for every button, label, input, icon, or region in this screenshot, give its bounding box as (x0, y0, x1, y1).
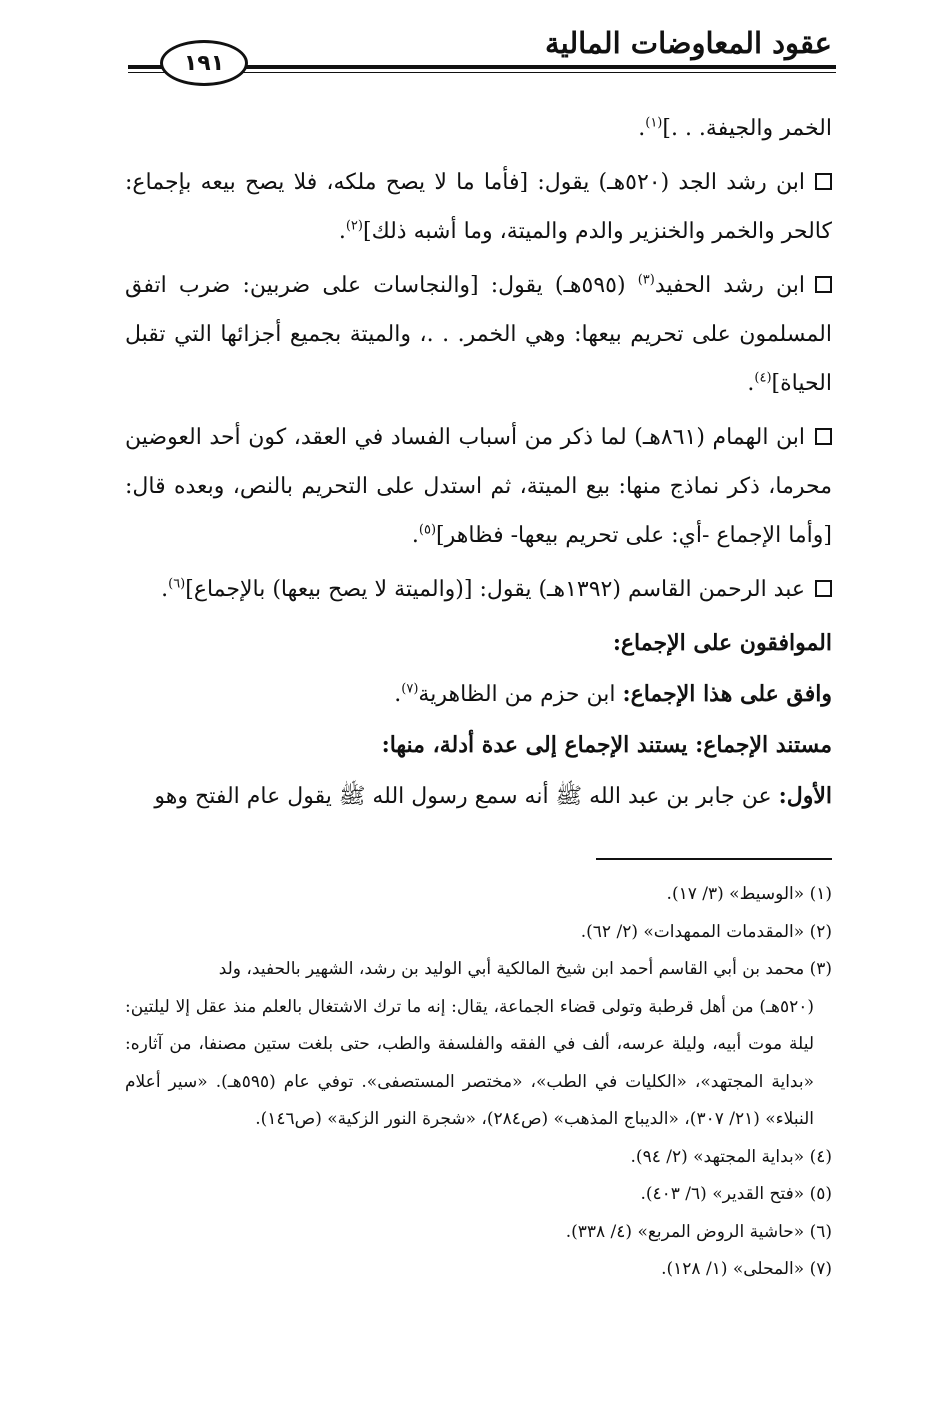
footnote-ref-3[interactable]: (٣) (637, 272, 655, 288)
footnote-ref-4[interactable]: (٤) (754, 370, 772, 386)
paragraph-basis: مستند الإجماع: يستند الإجماع إلى عدة أدلة، منها: (381, 732, 832, 758)
page-number: ١٩١ (160, 40, 248, 86)
footnote-4: (٤) «بداية المجتهد» (٢/ ٩٤). (630, 1146, 832, 1167)
footnote-ref-2[interactable]: (٢) (345, 218, 363, 234)
footnote-ref-7[interactable]: (٧) (401, 681, 419, 697)
footnote-6: (٦) «حاشية الروض المربع» (٤/ ٣٣٨). (565, 1221, 832, 1242)
paragraph-first-evidence: الأول: عن جابر بن عبد الله ﷺ أنه سمع رسول الله ﷺ يقول عام الفتح وهو (154, 783, 832, 809)
footnote-ref-6[interactable]: (٦) (168, 576, 186, 592)
footnote-1: (١) «الوسيط» (٣/ ١٧). (666, 884, 832, 904)
square-bullet-icon (815, 580, 832, 597)
footnote-5: (٥) «فتح القدير» (٦/ ٤٠٣). (640, 1184, 832, 1204)
footnote-2: (٢) «المقدمات الممهدات» (٢/ ٦٢). (580, 921, 832, 942)
paragraph-ibn-rushd-grandson: ابن رشد الحفيد$^{(٣)}$ (٥٩٥هـ) يقول: [والنجاسات على ضربين: ضرب اتفق المسلمون على تحريم بيعها: وهي الخمر. . .، والميتة بجميع أجزائها التي تقبل الحياة]$^{(٤)}$. (125, 272, 832, 396)
paragraph-al-qasim: عبد الرحمن القاسم (١٣٩٢هـ) يقول: [(والميتة لا يصح بيعها) بالإجماع]$^{(٦)}$. (125, 565, 832, 614)
paragraph-1: الخمر والجيفة. . .]$^{(١)}$. (638, 115, 832, 141)
footnotes (125, 876, 832, 1289)
footnote-ref-1[interactable]: (١) (645, 115, 663, 131)
footnote-ref-5[interactable]: (٥) (418, 522, 437, 538)
paragraph-ibn-rushd-grandfather: ابن رشد الجد (٥٢٠هـ) يقول: [فأما ما لا يصح ملكه، فلا يصح بيعه بإجماع: كالحر والخمر والخنزير والدم والميتة، وما أشبه ذلك]$^{(٢)}$. (125, 170, 832, 244)
footnote-7: (٧) «المحلى» (١/ ١٢٨). (661, 1259, 832, 1279)
square-bullet-icon (815, 428, 832, 445)
footnote-separator (596, 858, 832, 860)
footnote-3: (٣) محمد بن أبي القاسم أحمد ابن شيخ المالكية أبي الوليد بن رشد، الشهير بالحفيد، ولد (218, 959, 832, 979)
footnote-3-continued: (٥٢٠هـ) من أهل قرطبة وتولى قضاء الجماعة، يقال: إنه ما ترك الاشتغال بالعلم منذ عقل إلا ليلتين: ليلة موت أبيه، وليلة عرسه، ألف في الفقه والفلسفة والطب، حتى بلغت ستين مصنفا، من آثاره: «بداية المجتهد»، «الكليات في الطب»، «مختصر المستصفى». توفي عام (٥٩٥هـ). «سير أعلام النبلاء» (٢١/ ٣٠٧)، «الديباج المذهب» (ص٢٨٤)، «شجرة النور الزكية» (ص١٤٦). (125, 996, 814, 1129)
square-bullet-icon (815, 173, 832, 190)
section-heading-agreeing: الموافقون على الإجماع: (612, 630, 832, 656)
square-bullet-icon (815, 276, 832, 293)
paragraph-ibn-al-humam: ابن الهمام (٨٦١هـ) لما ذكر من أسباب الفساد في العقد، كون أحد العوضين محرما، ذكر نماذج منها: بيع الميتة، ثم استدل على التحريم بالنص، وبعده قال: [وأما الإجماع -أي: على تحريم بيعها- فظاهر]$^{(٥)}$. (125, 425, 832, 548)
paragraph-agreement: وافق على هذا الإجماع: ابن حزم من الظاهرية$^{(٧)}$. (394, 681, 832, 707)
running-header-title: عقود المعاوضات المالية (545, 26, 832, 60)
main-text (125, 104, 832, 823)
